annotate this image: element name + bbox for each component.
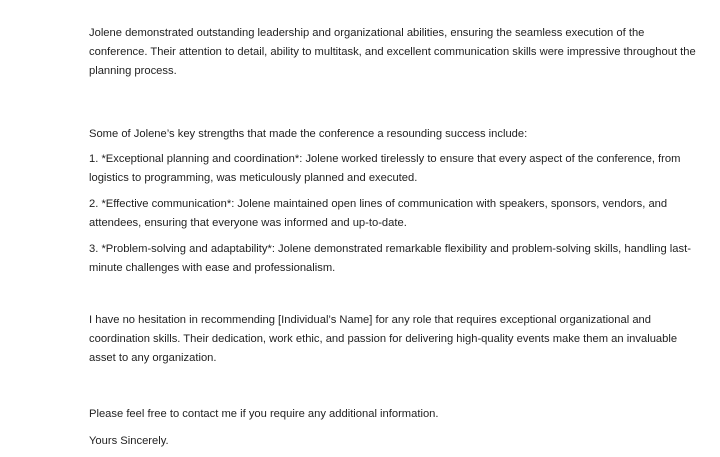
intro-paragraph: Jolene demonstrated outstanding leadership and organizational abilities, ensuring the seamless execution of the conference. Their attention to detail, ability to multitask, and excellent communication skills were impressive throughout the planning process. (89, 27, 696, 77)
letter-body (89, 24, 697, 451)
strength-item-communication: 2. *Effective communication*: Jolene maintained open lines of communication with speakers, sponsors, vendors, and attendees, ensuring that everyone was informed and up-to-date. (89, 198, 668, 229)
strengths-intro-paragraph: Some of Jolene’s key strengths that made the conference a resounding success include: (89, 128, 528, 140)
closing-line: Yours Sincerely. (89, 435, 169, 447)
contact-paragraph: Please feel free to contact me if you require any additional information. (89, 408, 439, 420)
strength-item-problem-solving: 3. *Problem-solving and adaptability*: Jolene demonstrated remarkable flexibility and problem-solving skills, handling last-minute challenges with ease and professionalism. (89, 243, 691, 274)
recommendation-paragraph: I have no hesitation in recommending [Individual’s Name] for any role that requires exceptional organizational and coordination skills. Their dedication, work ethic, and passion for delivering high-quality events make them an invaluable asset to any organization. (89, 314, 678, 364)
strength-item-planning: 1. *Exceptional planning and coordination*: Jolene worked tirelessly to ensure that every aspect of the conference, from logistics to programming, was meticulously planned and executed. (89, 153, 681, 184)
